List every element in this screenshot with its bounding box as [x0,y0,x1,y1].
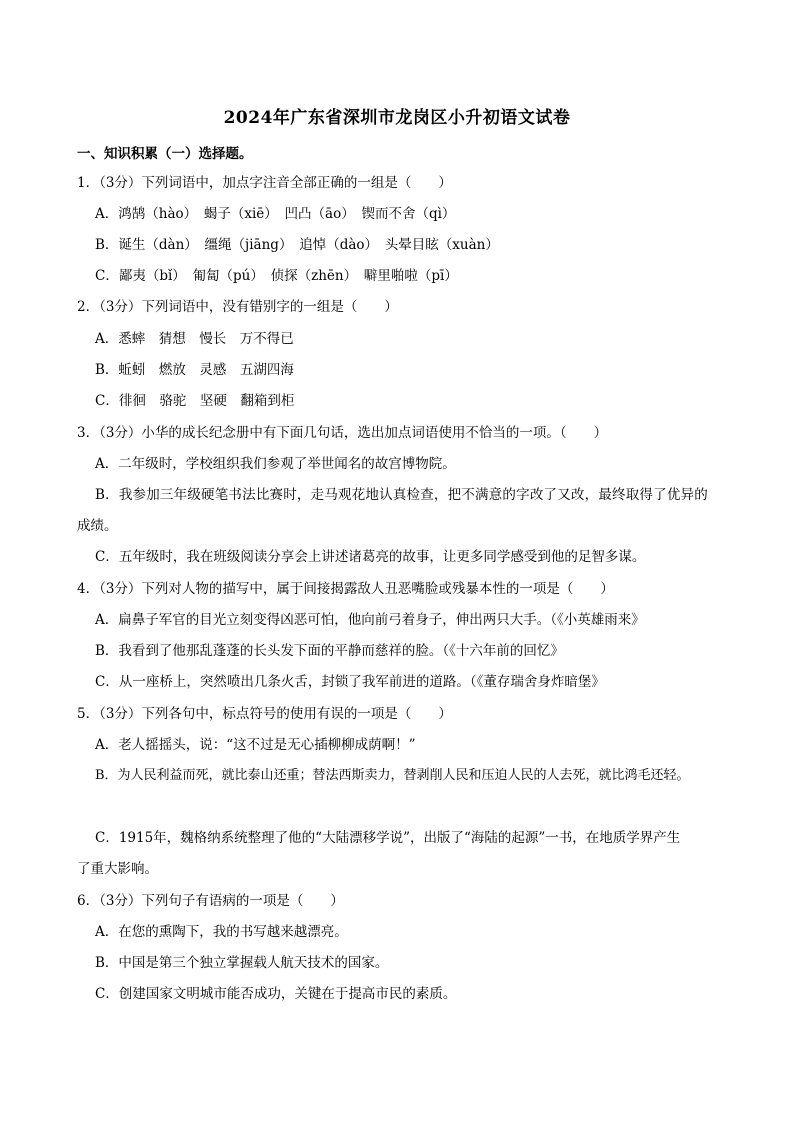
question-1-option-c: C．鄙夷（bǐ） 匍匐（pú） 侦探（zhēn） 噼里啪啦（pī） [95,268,458,284]
question-4: 4．（3分）下列对人物的描写中，属于间接揭露敌人丑恶嘴脸或残暴本性的一项是（ ） [77,581,614,597]
question-6-option-c: C．创建国家文明城市能否成功，关键在于提高市民的素质。 [95,986,457,1002]
question-2-option-b: B．蚯蚓 燃放 灵感 五湖四海 [95,362,294,378]
question-3-option-b-continued: 成绩。 [77,518,118,534]
section-heading: 一、知识积累（一）选择题。 [77,146,253,162]
question-1-option-b: B．诞生（dàn） 缰绳（jiāng） 追悼（dào） 头晕目眩（xuàn） [95,237,499,253]
question-1-option-a: A．鸿鹄（hào） 蝎子（xiē） 凹凸（āo） 锲而不舍（qì） [95,206,456,222]
question-1: 1．（3分）下列词语中，加点字注音全部正确的一组是（ ） [77,175,452,191]
question-2: 2．（3分）下列词语中，没有错别字的一组是（ ） [77,299,398,315]
page-title: 2024年广东省深圳市龙岗区小升初语文试卷 [223,108,571,128]
question-3: 3．（3分）小华的成长纪念册中有下面几句话，选出加点词语使用不恰当的一项。（ ） [77,425,608,441]
question-3-option-b: B．我参加三年级硬笔书法比赛时，走马观花地认真检查，把不满意的字改了又改，最终取得了优异的 [95,487,708,503]
question-4-option-c: C．从一座桥上，突然喷出几条火舌，封锁了我军前进的道路。（《董存瑞舍身炸暗堡》 [95,674,605,690]
question-3-option-a: A．二年级时，学校组织我们参观了举世闻名的故宫博物院。 [95,456,456,472]
question-4-option-b: B．我看到了他那乱蓬蓬的长头发下面的平静而慈祥的脸。（《十六年前的回忆》 [95,643,564,659]
question-3-option-c: C．五年级时，我在班级阅读分享会上讲述诸葛亮的故事，让更多同学感受到他的足智多谋。 [95,549,646,565]
question-6-option-b: B．中国是第三个独立掌握载人航天技术的国家。 [95,955,389,971]
question-5-option-a: A．老人摇摇头，说：“这不过是无心插柳柳成荫啊！” [95,737,416,753]
question-5: 5．（3分）下列各句中，标点符号的使用有误的一项是（ ） [77,706,452,722]
question-5-option-c: C．1915年，魏格纳系统整理了他的“大陆漂移学说”，出版了“海陆的起源”一书，在地质学界产生 [95,830,681,846]
question-2-option-c: C．徘徊 骆驼 坚硬 翻箱到柜 [95,393,295,409]
question-4-option-a: A．扁鼻子军官的目光立刻变得凶恶可怕，他向前弓着身子，伸出两只大手。（《小英雄雨来》 [95,612,645,628]
question-2-option-a: A．悉蟀 猜想 慢长 万不得已 [95,331,294,347]
question-5-option-c-continued: 了重大影响。 [77,861,158,877]
question-6: 6．（3分）下列句子有语病的一项是（ ） [77,893,344,909]
question-6-option-a: A．在您的熏陶下，我的书写越来越漂亮。 [95,924,348,940]
question-5-option-b: B．为人民利益而死，就比泰山还重；替法西斯卖力，替剥削人民和压迫人民的人去死，就比鸿毛还轻。 [95,768,690,783]
